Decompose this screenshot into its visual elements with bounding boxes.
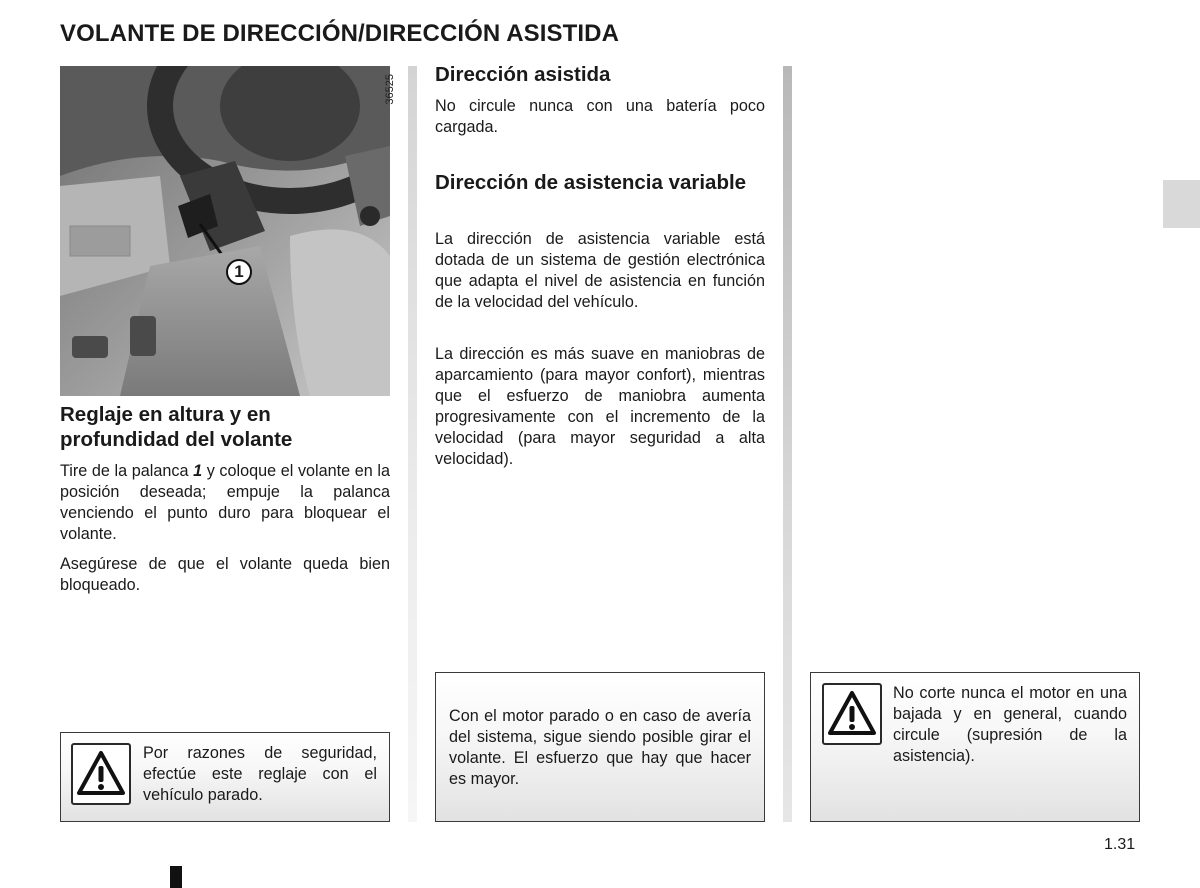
warning-text-left: Por razones de seguridad, efectúe este reglaje con el vehículo parado. xyxy=(143,744,377,804)
paragraph-check-locked: Asegúrese de que el volante queda bien bloqueado. xyxy=(60,555,390,594)
section-tab xyxy=(1163,180,1200,228)
page-number: 1.31 xyxy=(1104,836,1136,853)
lever-reference: 1 xyxy=(193,462,203,480)
warning-triangle-icon xyxy=(822,683,882,745)
warning-triangle-icon xyxy=(71,743,131,805)
steering-column-photo xyxy=(60,66,390,396)
column-divider-left xyxy=(408,66,417,822)
warning-text-right: No corte nunca el motor en una bajada y en general, cuando circule (supresión de la asistencia). xyxy=(893,684,1127,765)
heading-height-depth-adjust: Reglaje en altura y en profundidad del volante xyxy=(60,403,293,451)
heading-power-steering: Dirección asistida xyxy=(435,63,611,86)
warning-box-right xyxy=(810,672,1140,822)
warning-box-left xyxy=(60,732,390,822)
paragraph-variable-system: La dirección de asistencia variable está dotada de un sistema de gestión electrónica que adapta el nivel de asistencia en función de la velocidad del vehículo. xyxy=(435,230,765,311)
paragraph-smoother-parking: La dirección es más suave en maniobras de aparcamiento (para mayor confort), mientras que el esfuerzo de maniobra aumenta progresivamente con el incremento de la velocidad (para mayor seguridad a alta velocidad). xyxy=(435,345,765,468)
paragraph-battery: No circule nunca con una batería poco cargada. xyxy=(435,97,765,136)
heading-variable-assistance: Dirección de asistencia variable xyxy=(435,171,747,194)
paragraph-adjust-lever-end: y coloque el volante en la posición deseada; empuje la palanca venciendo el punto duro para bloquear el volante. xyxy=(60,462,390,543)
callout-1: 1 xyxy=(226,259,252,285)
column-divider-right xyxy=(783,66,792,822)
note-text-middle: Con el motor parado o en caso de avería del sistema, sigue siendo posible girar el volante. El esfuerzo que hay que hacer es mayor. xyxy=(449,707,751,788)
note-box-middle xyxy=(435,672,765,822)
page-title: VOLANTE DE DIRECCIÓN/DIRECCIÓN ASISTIDA xyxy=(60,20,620,47)
page-edge-mark xyxy=(170,866,182,888)
paragraph-adjust-lever xyxy=(60,461,390,545)
paragraph-adjust-lever-start: Tire de la palanca xyxy=(60,462,194,480)
figure-code: 36525 xyxy=(384,74,396,105)
